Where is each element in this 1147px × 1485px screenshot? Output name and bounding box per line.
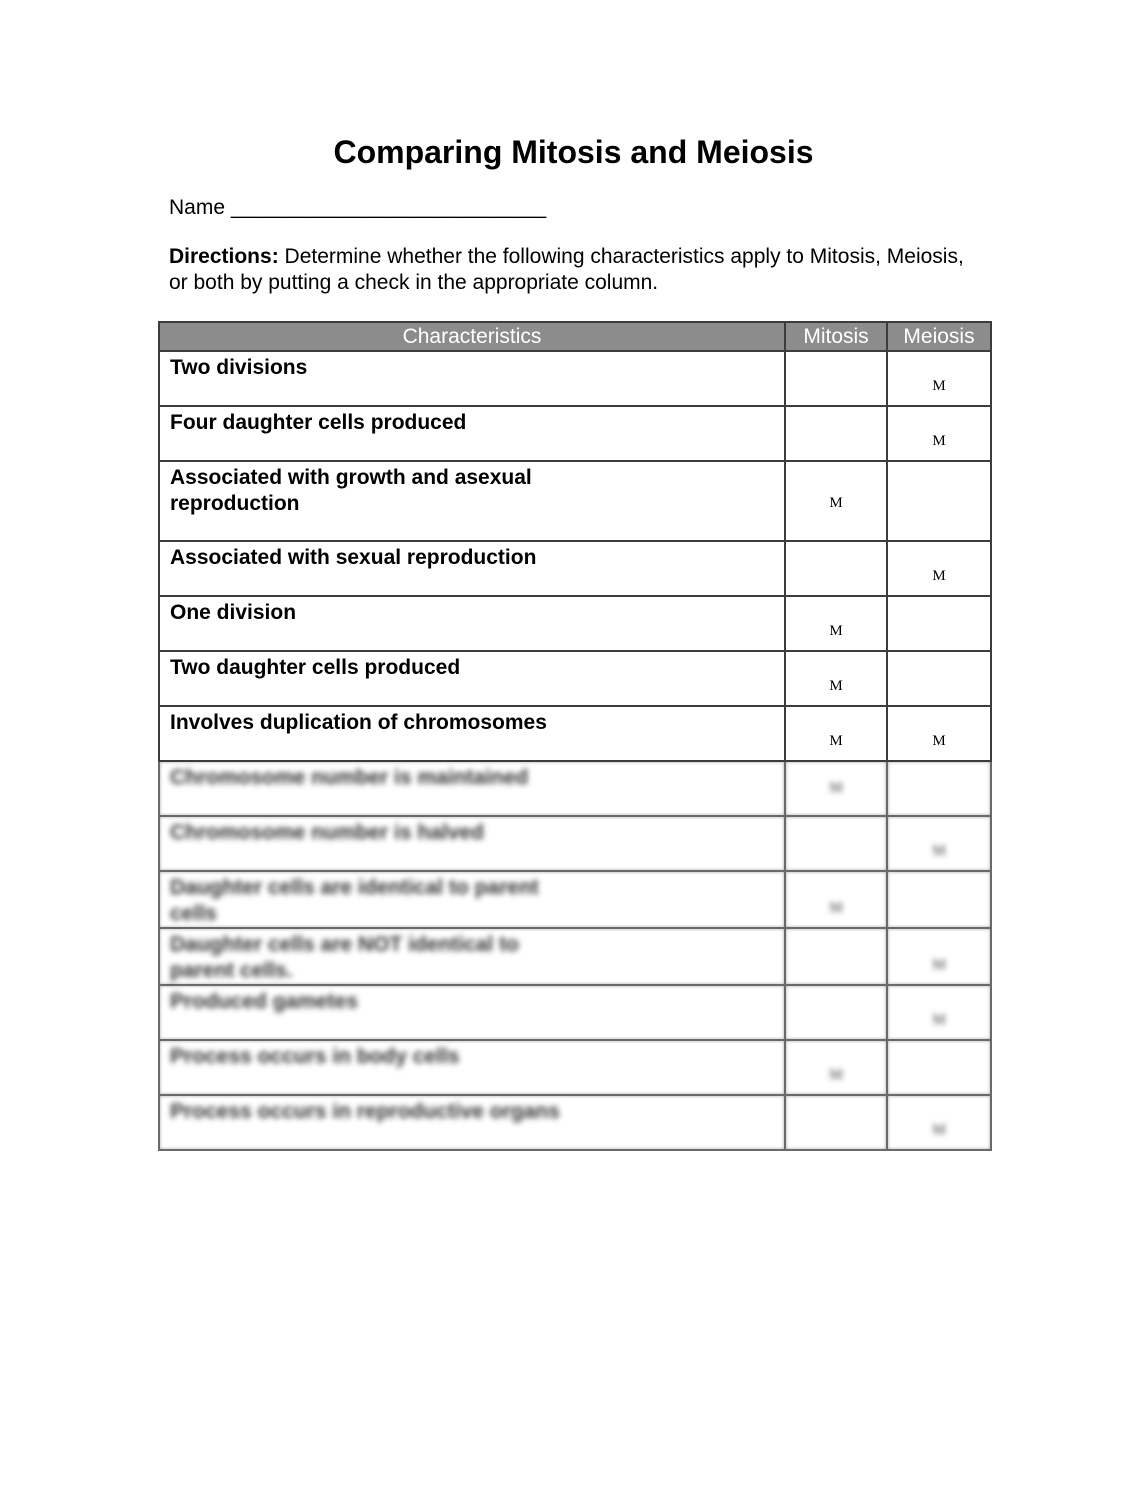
row-characteristic: Associated with sexual reproduction xyxy=(170,546,537,569)
header-characteristics: Characteristics xyxy=(159,322,785,351)
meiosis-check-cell[interactable] xyxy=(887,706,991,761)
row-characteristic: Associated with growth and asexual reproduction xyxy=(170,466,532,515)
table-row xyxy=(159,985,991,1040)
directions-text: Determine whether the following characteristics apply to Mitosis, Meiosis, or both by putting a check in the appropriate column. xyxy=(169,245,964,294)
row-characteristic: Four daughter cells produced xyxy=(170,411,467,434)
mitosis-check: M xyxy=(829,678,843,694)
table-row xyxy=(159,541,991,596)
row-characteristic: Process occurs in reproductive organs xyxy=(170,1100,560,1123)
table-row xyxy=(159,706,991,761)
table-row xyxy=(159,351,991,406)
meiosis-check-cell[interactable] xyxy=(887,871,991,928)
meiosis-check-cell[interactable] xyxy=(887,928,991,985)
row-characteristic: Daughter cells are identical to parent cells xyxy=(170,876,539,925)
mitosis-check-cell[interactable] xyxy=(785,541,887,596)
directions xyxy=(169,244,969,296)
table-row xyxy=(159,461,991,541)
meiosis-check-cell[interactable] xyxy=(887,351,991,406)
header-mitosis: Mitosis xyxy=(785,322,887,351)
mitosis-check-cell[interactable] xyxy=(785,706,887,761)
page-title: Comparing Mitosis and Meiosis xyxy=(333,134,814,170)
table-row xyxy=(159,596,991,651)
table-row xyxy=(159,1095,991,1150)
row-characteristic: Two daughter cells produced xyxy=(170,656,461,679)
mitosis-check-cell[interactable] xyxy=(785,351,887,406)
meiosis-check-cell[interactable] xyxy=(887,461,991,541)
mitosis-check-cell[interactable] xyxy=(785,596,887,651)
row-characteristic: Chromosome number is halved xyxy=(170,821,484,844)
mitosis-check-cell[interactable] xyxy=(785,651,887,706)
mitosis-check-cell[interactable] xyxy=(785,816,887,871)
meiosis-check-cell[interactable] xyxy=(887,1040,991,1095)
table-row xyxy=(159,928,991,985)
meiosis-check: M xyxy=(932,843,946,859)
meiosis-check: M xyxy=(932,378,946,394)
mitosis-check-cell[interactable] xyxy=(785,1095,887,1150)
name-field-label: Name ___________________________ xyxy=(169,196,547,219)
row-characteristic: Daughter cells are NOT identical to parent cells. xyxy=(170,933,519,982)
meiosis-check-cell[interactable] xyxy=(887,406,991,461)
table-header-row xyxy=(159,322,991,351)
mitosis-check: M xyxy=(829,1067,843,1083)
mitosis-check-cell[interactable] xyxy=(785,985,887,1040)
mitosis-check-cell[interactable] xyxy=(785,761,887,816)
comparison-table xyxy=(158,321,992,1151)
meiosis-check: M xyxy=(932,433,946,449)
meiosis-check-cell[interactable] xyxy=(887,596,991,651)
table-row xyxy=(159,406,991,461)
meiosis-check-cell[interactable] xyxy=(887,651,991,706)
mitosis-check-cell[interactable] xyxy=(785,461,887,541)
row-characteristic: One division xyxy=(170,601,297,624)
meiosis-check: M xyxy=(932,1122,946,1138)
meiosis-check-cell[interactable] xyxy=(887,1095,991,1150)
meiosis-check-cell[interactable] xyxy=(887,816,991,871)
meiosis-check: M xyxy=(932,568,946,584)
meiosis-check: M xyxy=(932,957,946,973)
mitosis-check: M xyxy=(829,900,843,916)
header-meiosis: Meiosis xyxy=(887,322,991,351)
meiosis-check: M xyxy=(932,1012,946,1028)
table-row xyxy=(159,761,991,816)
row-characteristic: Produced gametes xyxy=(170,990,358,1013)
row-characteristic: Two divisions xyxy=(170,356,308,379)
row-characteristic: Chromosome number is maintained xyxy=(170,766,529,789)
mitosis-check-cell[interactable] xyxy=(785,871,887,928)
mitosis-check-cell[interactable] xyxy=(785,406,887,461)
row-characteristic: Involves duplication of chromosomes xyxy=(170,711,547,734)
meiosis-check-cell[interactable] xyxy=(887,985,991,1040)
meiosis-check-cell[interactable] xyxy=(887,761,991,816)
table-row xyxy=(159,816,991,871)
comparison-table-wrapper xyxy=(158,321,990,1151)
table-row xyxy=(159,1040,991,1095)
table-row xyxy=(159,651,991,706)
row-characteristic: Process occurs in body cells xyxy=(170,1045,460,1068)
mitosis-check: M xyxy=(829,780,843,796)
directions-label: Directions: xyxy=(169,245,279,268)
mitosis-check: M xyxy=(829,733,843,749)
mitosis-check-cell[interactable] xyxy=(785,928,887,985)
mitosis-check-cell[interactable] xyxy=(785,1040,887,1095)
table-row xyxy=(159,871,991,928)
mitosis-check: M xyxy=(829,495,843,511)
meiosis-check: M xyxy=(932,733,946,749)
meiosis-check-cell[interactable] xyxy=(887,541,991,596)
mitosis-check: M xyxy=(829,623,843,639)
